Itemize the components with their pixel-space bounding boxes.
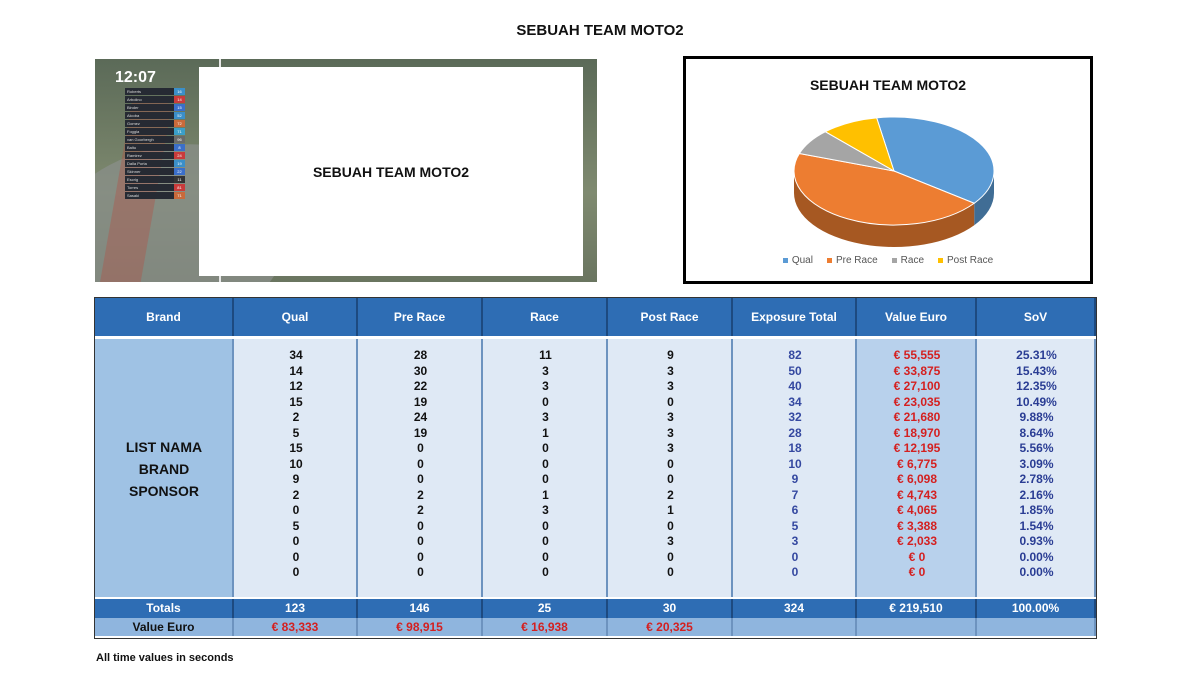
table-cell-value-euro: € 27,100 <box>893 379 941 393</box>
table-cell-sov: 0.00% <box>1019 565 1054 579</box>
table-cell-pre-race: 30 <box>413 363 428 378</box>
rider-name: Dalla Porta <box>125 160 174 167</box>
totals-cell-value-euro: € 219,510 <box>857 599 977 618</box>
table-cell-pre-race: 0 <box>417 534 424 548</box>
timing-tower-row <box>125 128 185 135</box>
column-header-post-race: Post Race <box>608 298 733 336</box>
table-cell-pre-race: 22 <box>413 379 428 393</box>
legend-swatch <box>827 258 832 263</box>
table-cell-exposure-total: 10 <box>788 456 802 471</box>
table-cell-qual: 14 <box>289 363 303 378</box>
table-cell-post-race: 3 <box>667 425 674 440</box>
brand-placeholder-line-1: LIST NAMA <box>125 439 203 455</box>
rider-number: 16 <box>174 88 185 95</box>
table-cell-race: 3 <box>542 379 549 393</box>
legend-swatch <box>938 258 943 263</box>
legend-item <box>783 255 813 266</box>
table-cell-post-race: 0 <box>667 549 674 564</box>
rider-number: 11 <box>174 176 185 183</box>
table-cell-exposure-total: 28 <box>788 425 802 440</box>
column-header-sov: SoV <box>977 298 1096 336</box>
table-cell-race: 0 <box>542 441 549 455</box>
legend-swatch <box>892 258 897 263</box>
table-cell-sov: 2.78% <box>1019 472 1054 486</box>
timing-tower-row <box>125 104 185 111</box>
table-cell-value-euro: € 0 <box>908 549 926 564</box>
brand-placeholder-line-2: BRAND <box>138 461 190 477</box>
rider-name: Ramirez <box>125 152 174 159</box>
timing-tower-row <box>125 160 185 167</box>
table-cell-qual: 34 <box>289 348 303 362</box>
value-euro-cell-post-race: € 20,325 <box>608 618 733 636</box>
table-cell-race: 1 <box>542 487 549 502</box>
rider-number: 15 <box>174 104 185 111</box>
value-euro-cell-sov <box>977 618 1096 636</box>
totals-cell-race: 25 <box>483 599 608 618</box>
table-cell-value-euro: € 2,033 <box>896 534 938 548</box>
column-header-qual: Qual <box>234 298 358 336</box>
value-euro-cell-qual: € 83,333 <box>234 618 358 636</box>
table-cell-sov: 0.93% <box>1019 534 1054 548</box>
timing-tower-row <box>125 152 185 159</box>
table-cell-exposure-total: 0 <box>791 549 799 564</box>
rider-number: 96 <box>174 136 185 143</box>
pie-chart <box>686 59 1090 281</box>
broadcast-clock: 12:07 <box>115 69 156 86</box>
timing-tower-row <box>125 120 185 127</box>
table-cell-post-race: 2 <box>667 487 674 502</box>
legend-item <box>827 255 878 266</box>
legend-label: Pre Race <box>835 255 878 266</box>
table-cell-qual: 0 <box>292 503 300 517</box>
table-cell-sov: 2.16% <box>1019 487 1054 502</box>
table-cell-exposure-total: 32 <box>788 410 802 424</box>
rider-number: 24 <box>174 152 185 159</box>
table-cell-value-euro: € 18,970 <box>893 425 941 440</box>
timing-tower-row <box>125 136 185 143</box>
table-cell-post-race: 3 <box>667 441 674 455</box>
table-cell-value-euro: € 33,875 <box>893 363 941 378</box>
value-euro-cell-pre-race: € 98,915 <box>358 618 483 636</box>
table-cell-pre-race: 0 <box>417 518 424 533</box>
table-cell-exposure-total: 82 <box>788 348 802 362</box>
totals-cell-exposure-total: 324 <box>733 599 857 618</box>
table-cell-post-race: 3 <box>667 534 674 548</box>
table-cell-post-race: 0 <box>667 518 674 533</box>
table-cell-exposure-total: 34 <box>788 394 802 409</box>
table-cell-sov: 1.54% <box>1019 518 1054 533</box>
screenshot-overlay-box <box>199 67 583 276</box>
table-cell-sov: 8.64% <box>1019 425 1054 440</box>
broadcast-screenshot <box>95 59 597 282</box>
table-cell-exposure-total: 18 <box>788 441 802 455</box>
table-cell-post-race: 0 <box>667 472 674 486</box>
value-euro-cell-exposure-total <box>733 618 857 636</box>
table-cell-race: 3 <box>542 363 549 378</box>
table-cell-sov: 1.85% <box>1019 503 1054 517</box>
table-cell-pre-race: 0 <box>417 441 424 455</box>
pie-chart-legend <box>686 255 1090 266</box>
table-cell-value-euro: € 4,065 <box>896 503 938 517</box>
legend-label: Qual <box>791 255 813 266</box>
table-cell-post-race: 3 <box>667 363 674 378</box>
table-cell-exposure-total: 7 <box>791 487 799 502</box>
table-cell-pre-race: 24 <box>413 410 428 424</box>
rider-name: Torres <box>125 184 174 191</box>
rider-name: Skinner <box>125 168 174 175</box>
table-cell-race: 3 <box>542 410 549 424</box>
timing-tower-row <box>125 144 185 151</box>
table-cell-value-euro: € 55,555 <box>893 348 941 362</box>
rider-name: Baltu <box>125 144 174 151</box>
table-cell-sov: 25.31% <box>1016 348 1057 362</box>
table-cell-sov: 12.35% <box>1016 379 1057 393</box>
timing-tower-row <box>125 176 185 183</box>
column-header-pre-race: Pre Race <box>358 298 483 336</box>
timing-tower <box>125 88 185 200</box>
table-cell-exposure-total: 6 <box>791 503 799 517</box>
table-cell-race: 0 <box>542 394 549 409</box>
table-cell-post-race: 0 <box>667 394 674 409</box>
table-cell-exposure-total: 5 <box>791 518 799 533</box>
timing-tower-row <box>125 88 185 95</box>
rider-name: Gomez <box>125 120 174 127</box>
page-title: SEBUAH TEAM MOTO2 <box>516 22 684 39</box>
rider-number: 71 <box>174 192 185 199</box>
legend-label: Post Race <box>947 255 994 266</box>
table-cell-qual: 0 <box>292 534 300 548</box>
table-cell-race: 0 <box>542 534 549 548</box>
pie-chart-title: SEBUAH TEAM MOTO2 <box>809 77 967 93</box>
table-cell-post-race: 9 <box>667 348 674 362</box>
footnote: All time values in seconds <box>96 652 234 664</box>
table-cell-race: 0 <box>542 565 549 579</box>
table-cell-race: 3 <box>542 503 549 517</box>
table-cell-exposure-total: 40 <box>788 379 802 393</box>
table-cell-qual: 2 <box>292 410 300 424</box>
rider-name: Alcoba <box>125 112 174 119</box>
table-cell-exposure-total: 9 <box>791 472 799 486</box>
table-cell-pre-race: 2 <box>417 487 424 502</box>
exposure-table <box>94 297 1097 639</box>
timing-tower-row <box>125 168 185 175</box>
table-cell-qual: 5 <box>292 425 300 440</box>
totals-cell-pre-race: 146 <box>358 599 483 618</box>
table-cell-value-euro: € 3,388 <box>896 518 938 533</box>
rider-number: 52 <box>174 112 185 119</box>
table-cell-value-euro: € 6,098 <box>896 472 938 486</box>
table-cell-qual: 10 <box>289 456 303 471</box>
totals-cell-post-race: 30 <box>608 599 733 618</box>
table-cell-qual: 5 <box>292 518 300 533</box>
table-cell-pre-race: 2 <box>417 503 424 517</box>
table-cell-qual: 15 <box>289 394 303 409</box>
rider-name: van Goorbergh <box>125 136 174 143</box>
rider-number: 71 <box>174 128 185 135</box>
table-cell-qual: 9 <box>292 472 300 486</box>
timing-tower-row <box>125 192 185 199</box>
value-euro-cell-brand: Value Euro <box>95 618 234 636</box>
rider-name: Escrig <box>125 176 174 183</box>
table-cell-sov: 0.00% <box>1019 549 1054 564</box>
column-header-exposure-total: Exposure Total <box>733 298 857 336</box>
table-cell-race: 0 <box>542 456 549 471</box>
legend-swatch <box>783 258 788 263</box>
table-cell-qual: 0 <box>292 565 300 579</box>
table-cell-exposure-total: 50 <box>788 363 802 378</box>
timing-tower-row <box>125 112 185 119</box>
table-cell-qual: 0 <box>292 549 300 564</box>
table-cell-sov: 10.49% <box>1016 394 1057 409</box>
table-cell-exposure-total: 3 <box>791 534 799 548</box>
value-euro-cell-race: € 16,938 <box>483 618 608 636</box>
table-cell-race: 0 <box>542 518 549 533</box>
table-cell-sov: 9.88% <box>1019 410 1054 424</box>
table-cell-sov: 3.09% <box>1019 456 1054 471</box>
value-euro-cell-value-euro <box>857 618 977 636</box>
legend-label: Race <box>900 255 925 266</box>
timing-tower-row <box>125 184 185 191</box>
table-cell-value-euro: € 0 <box>908 565 926 579</box>
table-cell-post-race: 3 <box>667 379 674 393</box>
table-cell-pre-race: 19 <box>413 394 428 409</box>
table-cell-sov: 15.43% <box>1016 363 1057 378</box>
pie-chart-panel <box>683 56 1093 284</box>
table-cell-exposure-total: 0 <box>791 565 799 579</box>
table-cell-qual: 12 <box>289 379 303 393</box>
rider-number: 8 <box>174 144 185 151</box>
table-cell-post-race: 3 <box>667 410 674 424</box>
table-cell-pre-race: 28 <box>413 348 428 362</box>
table-cell-race: 0 <box>542 472 549 486</box>
table-cell-value-euro: € 23,035 <box>893 394 941 409</box>
rider-number: 72 <box>174 120 185 127</box>
brand-placeholder-line-3: SPONSOR <box>128 483 199 499</box>
column-header-brand: Brand <box>95 298 234 336</box>
table-cell-race: 0 <box>542 549 549 564</box>
totals-cell-sov: 100.00% <box>977 599 1096 618</box>
table-cell-value-euro: € 21,680 <box>893 410 941 424</box>
screenshot-overlay-text: SEBUAH TEAM MOTO2 <box>312 163 470 180</box>
table-cell-value-euro: € 6,775 <box>896 456 938 471</box>
rider-number: 22 <box>174 168 185 175</box>
column-header-value-euro: Value Euro <box>857 298 977 336</box>
table-cell-value-euro: € 12,195 <box>893 441 941 455</box>
column-header-race: Race <box>483 298 608 336</box>
table-cell-qual: 15 <box>289 441 303 455</box>
legend-item <box>892 255 924 266</box>
table-cell-pre-race: 0 <box>417 565 424 579</box>
timing-tower-row <box>125 96 185 103</box>
table-cell-race: 11 <box>539 348 552 362</box>
table-cell-value-euro: € 4,743 <box>896 487 938 502</box>
totals-cell-brand: Totals <box>95 599 234 618</box>
rider-name: Sasaki <box>125 192 174 199</box>
rider-number: 81 <box>174 184 185 191</box>
rider-number: 14 <box>174 96 185 103</box>
table-cell-pre-race: 19 <box>413 425 428 440</box>
rider-name: Arbolino <box>125 96 174 103</box>
table-cell-sov: 5.56% <box>1019 441 1054 455</box>
header-separator <box>95 336 1096 339</box>
table-cell-race: 1 <box>542 425 549 440</box>
rider-number: 19 <box>174 160 185 167</box>
table-cell-post-race: 0 <box>667 456 674 471</box>
rider-name: Foggia <box>125 128 174 135</box>
brand-placeholder <box>95 436 233 502</box>
table-cell-pre-race: 0 <box>417 456 424 471</box>
table-cell-pre-race: 0 <box>417 549 424 564</box>
totals-cell-qual: 123 <box>234 599 358 618</box>
table-cell-post-race: 1 <box>667 503 674 517</box>
table-cell-pre-race: 0 <box>417 472 424 486</box>
table-cell-qual: 2 <box>292 487 300 502</box>
rider-name: Roberts <box>125 88 174 95</box>
rider-name: Binder <box>125 104 174 111</box>
legend-item <box>938 255 993 266</box>
table-cell-post-race: 0 <box>667 565 674 579</box>
